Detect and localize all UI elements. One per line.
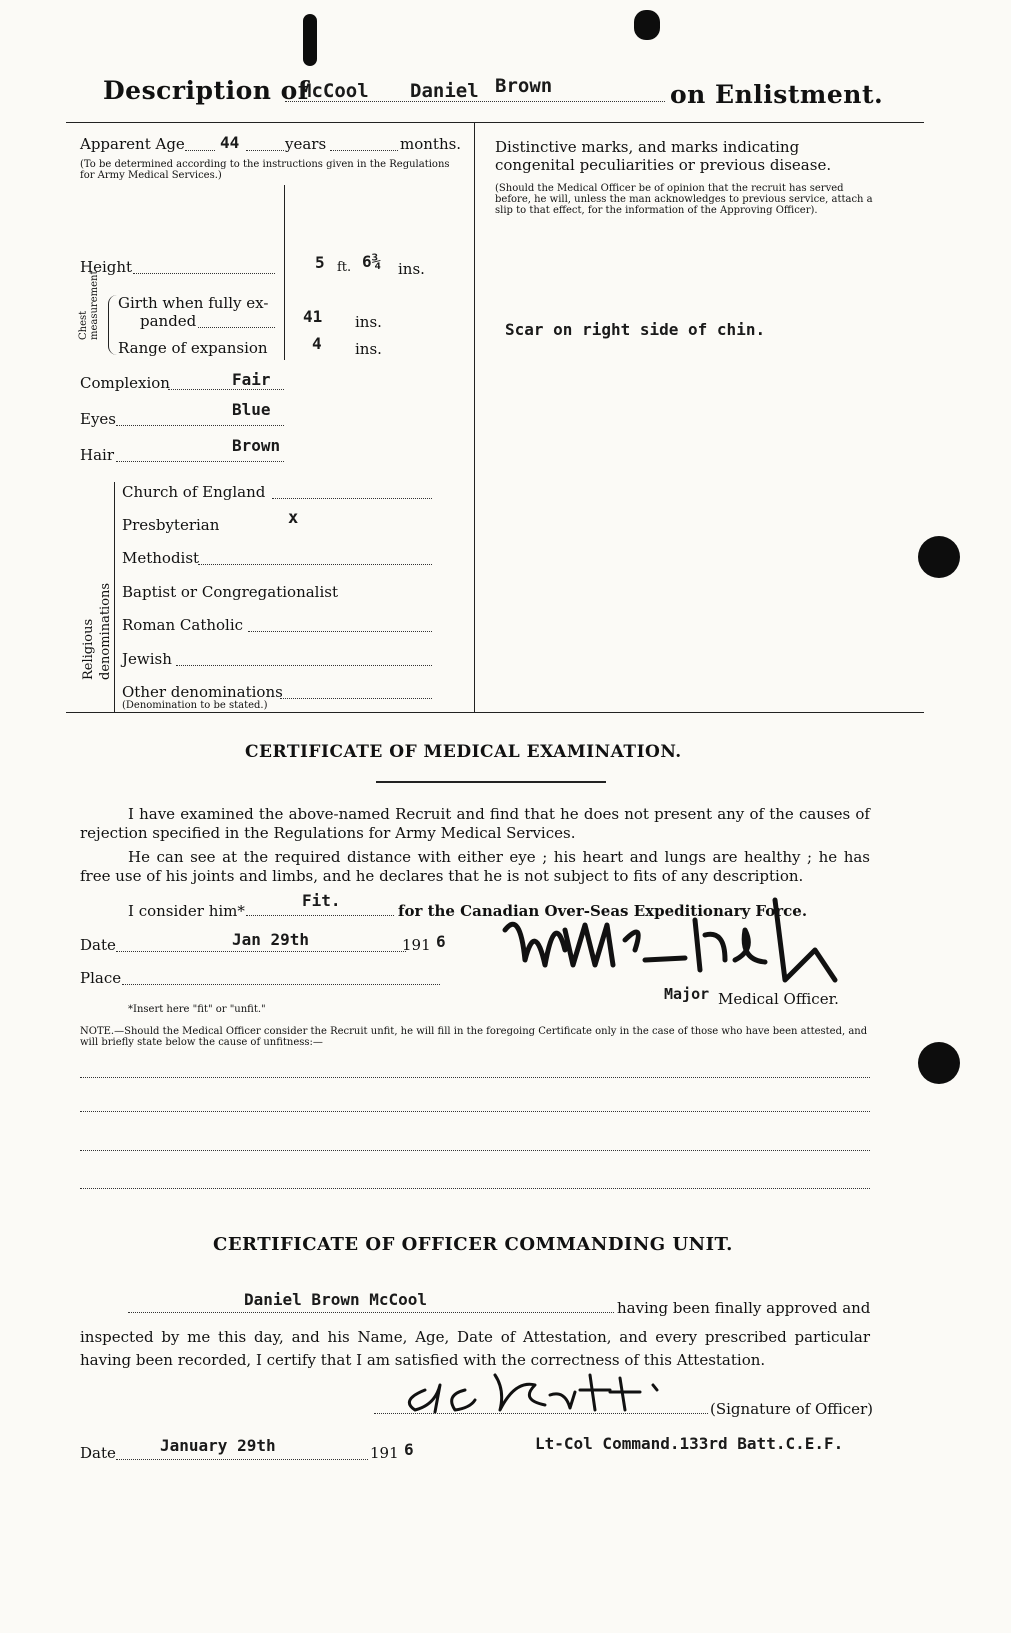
religion-label: Religious denominations [81,582,113,680]
unfitness-line-3 [80,1150,870,1151]
commanding-date-dots [116,1459,368,1460]
eyes-value: Blue [232,400,271,419]
religion-presbyterian-mark: x [288,508,299,528]
girth-ins: ins. [355,313,382,331]
medical-officer-signature [495,890,855,1000]
unfit-note: NOTE.—Should the Medical Officer consider the Recruit unfit, he will fill in the foregoing Certificate only in the case of those who have been attested, and will briefly state below the cause of unfitness:— [80,1026,868,1048]
denomination-note: (Denomination to be stated.) [122,700,268,711]
religion-catholic-dots [248,631,432,632]
medical-date-dots [116,951,406,952]
complexion-value: Fair [232,370,271,389]
age-label: Apparent Age [80,135,185,153]
medical-date-label: Date [80,936,116,954]
religion-presbyterian: Presbyterian [122,516,220,534]
religion-other: Other denominations [122,683,283,701]
unfitness-line-4 [80,1188,870,1189]
distinctive-marks-note: (Should the Medical Officer be of opinion that the recruit has served before, he will, unless the man acknowledges to previous service, attach a slip to that effect, for the information of the Approving Officer). [495,183,873,216]
eyes-label: Eyes [80,410,116,428]
complexion-label: Complexion [80,374,170,392]
eyes-dots [116,425,284,426]
commanding-name-dots [128,1312,614,1313]
signature-of-officer-label: (Signature of Officer) [710,1400,874,1418]
left-right-divider [474,122,475,712]
header-given: Daniel [410,80,479,102]
distinctive-marks-value: Scar on right side of chin. [505,320,766,339]
commanding-name-value: Daniel Brown McCool [244,1290,428,1309]
religion-church-of-england: Church of England [122,483,266,501]
punch-hole-bottom [918,1042,960,1084]
hair-dots [116,461,284,462]
ink-smudge-left [303,14,317,66]
height-ft-value: 5 [315,253,325,272]
medical-year-digit: 6 [436,932,446,951]
age-dots [185,150,215,151]
ins-label: ins. [398,260,425,278]
height-in-value: 6¾ [362,252,382,271]
range-ins: ins. [355,340,382,358]
place-dots [122,984,440,985]
chest-label: Chest measurement [78,270,100,340]
age-dots-2 [246,150,284,151]
commanding-year-digit: 6 [404,1440,414,1459]
religion-methodist: Methodist [122,549,200,567]
medical-rank-value: Major [664,985,710,1003]
ft-label: ft. [337,260,352,275]
religion-bracket-rule [114,482,115,712]
religion-church-dots [272,498,432,499]
ink-smudge-right [634,10,660,40]
medical-title: CERTIFICATE OF MEDICAL EXAMINATION. [245,742,682,762]
hair-label: Hair [80,446,114,464]
height-label: Height [80,258,133,276]
range-value: 4 [312,334,322,353]
months-dots [330,150,398,151]
range-label: Range of expansion [118,339,268,357]
years-label: years [285,135,327,153]
commanding-date-value: January 29th [160,1436,276,1455]
chest-brace [108,295,117,355]
complexion-dots [168,389,284,390]
unfitness-line-2 [80,1111,870,1112]
hair-value: Brown [232,436,281,455]
fit-value: Fit. [302,891,341,910]
fit-dots [246,915,394,916]
medical-officer-label: Medical Officer. [718,990,839,1008]
top-rule [66,122,924,123]
age-value: 44 [220,133,240,152]
height-dots [133,273,275,274]
header-suffix: on Enlistment. [670,80,884,109]
religion-jewish-dots [176,665,432,666]
header-surname: McCool [300,80,369,102]
commanding-signature-dots [374,1413,708,1414]
header-middle: Brown [495,75,553,97]
insert-note: *Insert here "fit" or "unfit." [128,1004,266,1015]
medical-title-rule [376,781,606,783]
age-note: (To be determined according to the instructions given in the Regulations for Army Medical Services.) [80,159,450,181]
religion-roman-catholic: Roman Catholic [122,616,244,634]
religion-methodist-dots [198,564,432,565]
medical-date-value: Jan 29th [232,930,310,949]
header-prefix: Description of [103,76,310,105]
girth-label-2: panded [140,312,197,330]
girth-label-1: Girth when fully ex- [118,294,269,312]
distinctive-marks-heading: Distinctive marks, and marks indicating congenital peculiarities or previous disease. [495,138,832,174]
medical-para-1: I have examined the above-named Recruit and find that he does not present any of the causes of rejection specified in the Regulations for Army Medical Services. [80,805,870,842]
medical-para-2: He can see at the required distance with either eye ; his heart and lungs are healthy ; he has free use of his joints and limbs, and he declares that he is not subject to fits of any description. [80,848,870,885]
medical-year-prefix: 191 [402,936,431,954]
value-column-rule [284,185,285,360]
commanding-rank-value: Lt-Col Command.133rd Batt.C.E.F. [535,1434,844,1453]
header-name-line [285,101,665,102]
unfitness-line-1 [80,1077,870,1078]
girth-value: 41 [303,307,323,326]
commanding-para-1: having been finally approved and [617,1299,871,1317]
months-label: months. [400,135,462,153]
religion-jewish: Jewish [122,650,172,668]
consider-label: I consider him* [128,902,245,920]
commanding-para-2: inspected by me this day, and his Name, Age, Date of Attestation, and every prescribed particular having been recorded, I certify that I am satisfied with the correctness of this Attestation. [80,1328,870,1369]
commanding-date-label: Date [80,1444,116,1462]
religion-baptist: Baptist or Congregationalist [122,583,338,601]
section-rule [66,712,924,713]
commanding-title: CERTIFICATE OF OFFICER COMMANDING UNIT. [213,1234,733,1255]
force-label: for the Canadian Over-Seas Expeditionary Force. [398,902,808,920]
religion-other-dots [280,698,432,699]
punch-hole-top [918,536,960,578]
commanding-year-prefix: 191 [370,1444,399,1462]
place-label: Place [80,969,122,987]
girth-dots [198,327,275,328]
